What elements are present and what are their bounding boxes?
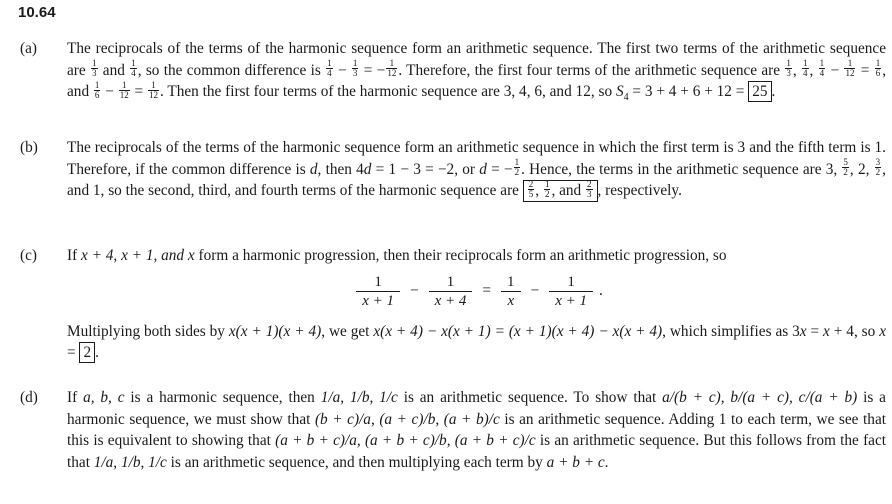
text: , and — [67, 61, 887, 100]
numerator: 1 — [352, 58, 358, 69]
denominator: 2 — [843, 167, 848, 178]
text: is a harmonic sequence, then — [124, 389, 321, 406]
numerator: 1 — [875, 58, 881, 69]
text: The reciprocals of the terms of the harmonic sequence form an arithmetic sequence. The first two terms of the arithmetic sequence are — [67, 40, 886, 79]
denominator: 5 — [528, 188, 534, 199]
denominator: 2 — [514, 167, 520, 178]
operator: = — [482, 282, 492, 300]
text: , — [809, 61, 818, 79]
numerator: 1 — [148, 81, 159, 91]
denominator: x + 1 — [555, 292, 587, 309]
numerator: 1 — [819, 58, 825, 69]
numerator: 1 — [544, 178, 550, 189]
variable: d — [363, 160, 372, 178]
numerator: 1 — [131, 58, 136, 69]
denominator: x — [507, 292, 515, 309]
fraction — [429, 273, 473, 310]
part-body — [67, 38, 886, 109]
denominator: 12 — [845, 68, 855, 79]
text: and — [98, 61, 130, 79]
fraction — [326, 59, 333, 78]
text: . — [771, 83, 776, 100]
text: . — [95, 344, 99, 361]
part-body — [67, 137, 886, 202]
part-label: (a) — [20, 40, 37, 57]
numerator: 1 — [429, 273, 473, 292]
denominator: 2 — [875, 167, 881, 178]
denominator: 6 — [875, 68, 881, 79]
math: a, b, c — [83, 389, 125, 406]
numerator: 3 — [875, 157, 881, 168]
text: is an arithmetic sequence. Adding 1 to each term, we see that this is equivalent to showing that — [67, 410, 886, 449]
part-c — [20, 245, 886, 364]
text: + 4, so — [829, 322, 880, 340]
text: , and — [551, 182, 586, 199]
problem-number: 10.64 — [18, 4, 56, 21]
text: . — [598, 281, 603, 299]
text: , 2, — [849, 160, 874, 178]
fraction — [94, 81, 101, 100]
text: = — [67, 344, 80, 361]
text: . Hence, the terms in the arithmetic sequence are 3, — [521, 160, 842, 178]
fraction — [544, 180, 551, 199]
fraction — [875, 158, 882, 177]
text: . — [604, 453, 609, 471]
text: − — [101, 83, 118, 100]
text: = − — [486, 160, 513, 178]
text: form a harmonic progression, then their reciprocals form an arithmetic progression, so — [194, 247, 727, 264]
text: , so the common difference is — [137, 61, 326, 79]
numerator: 1 — [786, 58, 791, 69]
text: , respectively. — [597, 182, 682, 199]
denominator: 3 — [786, 68, 791, 79]
text: , — [792, 61, 802, 79]
fraction — [514, 158, 521, 177]
denominator: 4 — [327, 68, 332, 79]
numerator: 1 — [94, 79, 100, 90]
text: is an arithmetic sequence, and then multiplying each term by — [166, 453, 547, 471]
sum-subscript: 4 — [623, 92, 629, 104]
text: , — [535, 182, 543, 199]
math: x(x + 4) − x(x + 1) = (x + 1)(x + 4) − x(x + 4) — [373, 322, 663, 340]
denominator: 4 — [819, 68, 825, 79]
answer-box — [523, 180, 598, 202]
text: = − — [359, 61, 386, 79]
part-body — [67, 387, 886, 473]
fraction — [119, 81, 130, 100]
fraction — [785, 59, 792, 78]
math: a/(b + c), b/(a + c), c/(a + b) — [662, 389, 858, 406]
part-body — [67, 245, 886, 364]
text: is a harmonic sequence, we must show that — [67, 389, 886, 428]
math: a + b + c — [546, 453, 605, 471]
part-d — [20, 387, 886, 473]
denominator: 12 — [148, 89, 158, 100]
denominator: 4 — [131, 68, 136, 79]
text: is an arithmetic sequence. To show that — [397, 389, 663, 406]
fraction — [802, 59, 809, 78]
denominator: 3 — [92, 68, 97, 79]
fraction — [875, 59, 882, 78]
text: = — [806, 322, 824, 340]
denominator: 6 — [94, 89, 100, 100]
fraction — [352, 59, 359, 78]
operator: − — [530, 282, 540, 300]
math: 1/a, 1/b, 1/c — [93, 453, 167, 471]
sum-symbol: S — [615, 83, 624, 100]
text: , and 1, so the second, third, and fourth terms of the harmonic sequence are — [67, 160, 886, 199]
part-label: (b) — [20, 139, 38, 156]
math: x — [823, 322, 830, 340]
numerator: 1 — [356, 273, 400, 292]
denominator: 12 — [387, 68, 397, 79]
fraction — [148, 81, 159, 100]
text: , then 4 — [317, 160, 364, 178]
text: , we get — [321, 322, 374, 340]
text: . Then the first four terms of the harmonic sequence are 3, 4, 6, and 12, so — [159, 83, 616, 100]
numerator: 5 — [843, 157, 848, 168]
numerator: 1 — [119, 81, 130, 91]
math: (a + b + c)/a, (a + b + c)/b, (a + b + c)/c — [275, 432, 536, 449]
fraction — [549, 273, 593, 310]
math: x(x + 1)(x + 4) — [228, 322, 322, 340]
numerator: 1 — [549, 273, 593, 292]
text: − — [333, 61, 351, 79]
text: If — [67, 389, 84, 406]
text: . Therefore, the first four terms of the arithmetic sequence are — [398, 61, 785, 79]
part-label: (c) — [20, 247, 37, 264]
denominator: 3 — [587, 188, 592, 199]
math: (b + c)/a, (a + c)/b, (a + b)/c — [314, 410, 500, 428]
text: − — [826, 61, 844, 79]
text: If — [67, 247, 82, 264]
operator: − — [409, 282, 419, 300]
math: x — [799, 322, 807, 340]
math: x — [879, 322, 887, 340]
denominator: 12 — [119, 89, 129, 100]
denominator: x + 1 — [362, 292, 394, 309]
fraction — [819, 59, 826, 78]
numerator: 1 — [803, 58, 808, 69]
fraction — [386, 59, 397, 78]
text: The reciprocals of the terms of the harmonic sequence form an arithmetic sequence in which the first term is 3 and the fifth term is 1. Therefore, if the common difference is — [67, 139, 886, 178]
numerator: 1 — [92, 58, 97, 69]
numerator: 1 — [844, 59, 855, 69]
fraction — [586, 180, 593, 199]
text: = — [856, 61, 874, 79]
numerator: 2 — [528, 178, 534, 189]
part-b — [20, 137, 886, 202]
fraction — [130, 59, 137, 78]
fraction — [528, 180, 535, 199]
text: Multiplying both sides by — [67, 322, 229, 340]
math: x + 4, x + 1, and x — [81, 247, 195, 264]
numerator: 2 — [587, 178, 592, 189]
part-label: (d) — [20, 389, 38, 406]
variable: d — [309, 160, 318, 178]
numerator: 1 — [386, 59, 397, 69]
fraction — [91, 59, 98, 78]
fraction — [842, 158, 849, 177]
text: , which simplifies as 3 — [662, 322, 800, 340]
display-equation — [67, 273, 886, 317]
math: 1/a, 1/b, 1/c — [320, 389, 398, 406]
denominator: 2 — [544, 188, 550, 199]
text: = 3 + 4 + 6 + 12 = — [628, 83, 749, 100]
fraction — [844, 59, 855, 78]
numerator: 1 — [514, 157, 520, 168]
fraction — [501, 273, 521, 310]
fraction — [356, 273, 400, 310]
numerator: 1 — [327, 58, 332, 69]
variable: d — [479, 160, 487, 178]
denominator: 4 — [803, 68, 808, 79]
part-a — [20, 38, 886, 109]
numerator: 1 — [501, 273, 521, 292]
text: is an arithmetic sequence. But this follows from the fact that — [67, 432, 886, 471]
denominator: 3 — [352, 68, 358, 79]
denominator: x + 4 — [434, 292, 467, 309]
answer-box: 25 — [748, 81, 771, 102]
text: = 1 − 3 = −2, or — [371, 160, 480, 178]
answer-box: 2 — [79, 342, 95, 363]
text: = — [130, 83, 147, 100]
